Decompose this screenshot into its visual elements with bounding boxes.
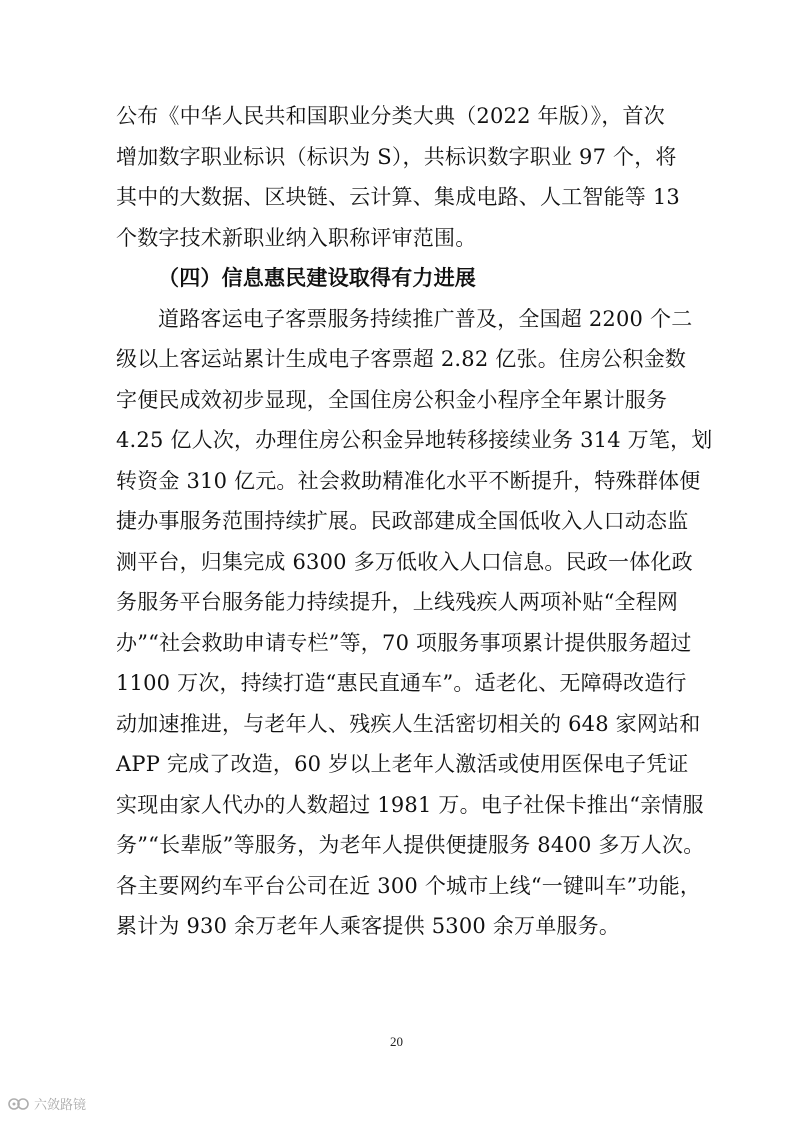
watermark-text: 六敛路镜 — [34, 1098, 87, 1113]
paragraph-line: APP 完成了改造，60 岁以上老年人激活或使用医保电子凭证 — [116, 752, 689, 776]
paragraph-line: 级以上客运站累计生成电子客票超 2.82 亿张。住房公积金数 — [116, 347, 687, 371]
paragraph-line: 增加数字职业标识（标识为 S），共标识数字职业 97 个，将 — [116, 144, 677, 169]
paragraph-line: 4.25 亿人次，办理住房公积金异地转移接续业务 314 万笔，划 — [116, 428, 713, 452]
paragraph-line: 测平台，归集完成 6300 多万低收入人口信息。民政一体化政 — [116, 549, 693, 574]
watermark-logo-icon — [8, 1095, 30, 1113]
paragraph-line: 其中的大数据、区块链、云计算、集成电路、人工智能等 13 — [116, 185, 680, 209]
paragraph-line: 务”“长辈版”等服务，为老年人提供便捷服务 8400 多万人次。 — [116, 833, 705, 857]
watermark — [8, 1094, 86, 1113]
paragraph-line: 道路客运电子客票服务持续推广普及，全国超 2200 个二 — [158, 306, 693, 331]
document-body — [116, 96, 713, 947]
paragraph-line: 各主要网约车平台公司在近 300 个城市上线“一键叫车”功能， — [116, 873, 702, 898]
paragraph-line: 公布《中华人民共和国职业分类大典（2022 年版）》，首次 — [116, 104, 665, 128]
paragraph-line: 务服务平台服务能力持续提升，上线残疾人两项补贴“全程网 — [116, 590, 679, 614]
paragraph-line: 累计为 930 余万老年人乘客提供 5300 余万单服务。 — [116, 914, 621, 938]
paragraph-line: 捷办事服务范围持续扩展。民政部建成全国低收入人口动态监 — [116, 509, 689, 533]
section-heading: （四）信息惠民建设取得有力进展 — [158, 265, 476, 290]
page-number: 20 — [390, 1034, 403, 1049]
paragraph-line: 个数字技术新职业纳入职称评审范围。 — [116, 225, 477, 250]
paragraph-line: 动加速推进，与老年人、残疾人生活密切相关的 648 家网站和 — [116, 711, 701, 736]
paragraph-line: 实现由家人代办的人数超过 1981 万。电子社保卡推出“亲情服 — [116, 792, 704, 817]
paragraph-line: 1100 万次，持续打造“惠民直通车”。适老化、无障碍改造行 — [116, 671, 687, 695]
paragraph-line: 字便民成效初步显现，全国住房公积金小程序全年累计服务 — [116, 387, 668, 412]
paragraph-line: 转资金 310 亿元。社会救助精准化水平不断提升，特殊群体便 — [116, 468, 701, 493]
paragraph-line: 办”“社会救助申请专栏”等，70 项服务事项累计提供服务超过 — [116, 630, 692, 655]
